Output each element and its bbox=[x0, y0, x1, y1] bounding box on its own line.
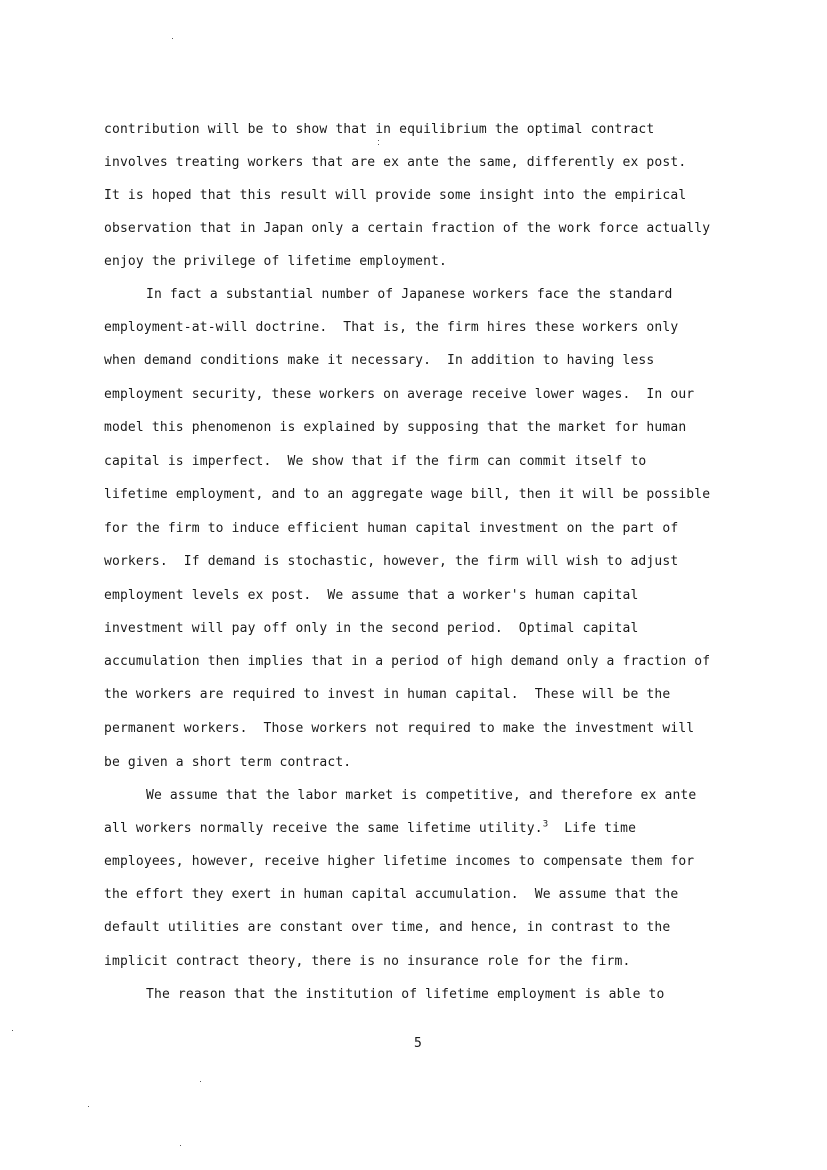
text-line: permanent workers. Those workers not required to make the investment will bbox=[104, 721, 695, 736]
scan-speck bbox=[88, 1106, 89, 1107]
text-line: be given a short term contract. bbox=[104, 755, 352, 770]
text-line: workers. If demand is stochastic, however, the firm will wish to adjust bbox=[104, 554, 679, 569]
text-line: observation that in Japan only a certain fraction of the work force actually bbox=[104, 221, 711, 236]
text-line: default utilities are constant over time, and hence, in contrast to the bbox=[104, 920, 671, 935]
text-line: lifetime employment, and to an aggregate wage bill, then it will be possible bbox=[104, 487, 711, 502]
scan-speck bbox=[200, 1081, 201, 1082]
text-line-with-footnote bbox=[104, 821, 636, 837]
text-line: implicit contract theory, there is no insurance role for the firm. bbox=[104, 954, 631, 969]
text-span: all workers normally receive the same lifetime utility. bbox=[104, 821, 543, 836]
scan-speck bbox=[180, 1145, 181, 1146]
text-line: investment will pay off only in the second period. Optimal capital bbox=[104, 621, 639, 636]
text-line: the effort they exert in human capital accumulation. We assume that the bbox=[104, 887, 679, 902]
text-line: contribution will be to show that in equilibrium the optimal contract bbox=[104, 122, 655, 137]
text-line: In fact a substantial number of Japanese workers face the standard bbox=[146, 287, 673, 302]
text-line: We assume that the labor market is competitive, and therefore ex ante bbox=[146, 788, 697, 803]
text-line: when demand conditions make it necessary. In addition to having less bbox=[104, 353, 655, 368]
footnote-marker: 3 bbox=[542, 819, 549, 830]
text-line: capital is imperfect. We show that if the firm can commit itself to bbox=[104, 454, 647, 469]
text-line: It is hoped that this result will provide some insight into the empirical bbox=[104, 188, 687, 203]
scan-speck bbox=[172, 38, 173, 39]
text-line: involves treating workers that are ex ante the same, differently ex post. bbox=[104, 155, 687, 170]
text-line: for the firm to induce efficient human capital investment on the part of bbox=[104, 521, 679, 536]
text-line: employment security, these workers on average receive lower wages. In our bbox=[104, 387, 695, 402]
text-line: employment-at-will doctrine. That is, the firm hires these workers only bbox=[104, 320, 679, 335]
text-line: accumulation then implies that in a period of high demand only a fraction of bbox=[104, 654, 711, 669]
scan-speck bbox=[12, 1030, 13, 1031]
text-line: model this phenomenon is explained by supposing that the market for human bbox=[104, 420, 687, 435]
text-line: the workers are required to invest in human capital. These will be the bbox=[104, 687, 671, 702]
page-number: 5 bbox=[414, 1036, 422, 1051]
text-line: enjoy the privilege of lifetime employment. bbox=[104, 254, 447, 269]
text-span: Life time bbox=[548, 821, 637, 836]
text-line: The reason that the institution of lifetime employment is able to bbox=[146, 987, 665, 1002]
text-line: employment levels ex post. We assume that a worker's human capital bbox=[104, 588, 639, 603]
text-line: employees, however, receive higher lifetime incomes to compensate them for bbox=[104, 854, 695, 869]
scan-speck bbox=[378, 144, 379, 145]
scan-speck bbox=[378, 140, 379, 141]
